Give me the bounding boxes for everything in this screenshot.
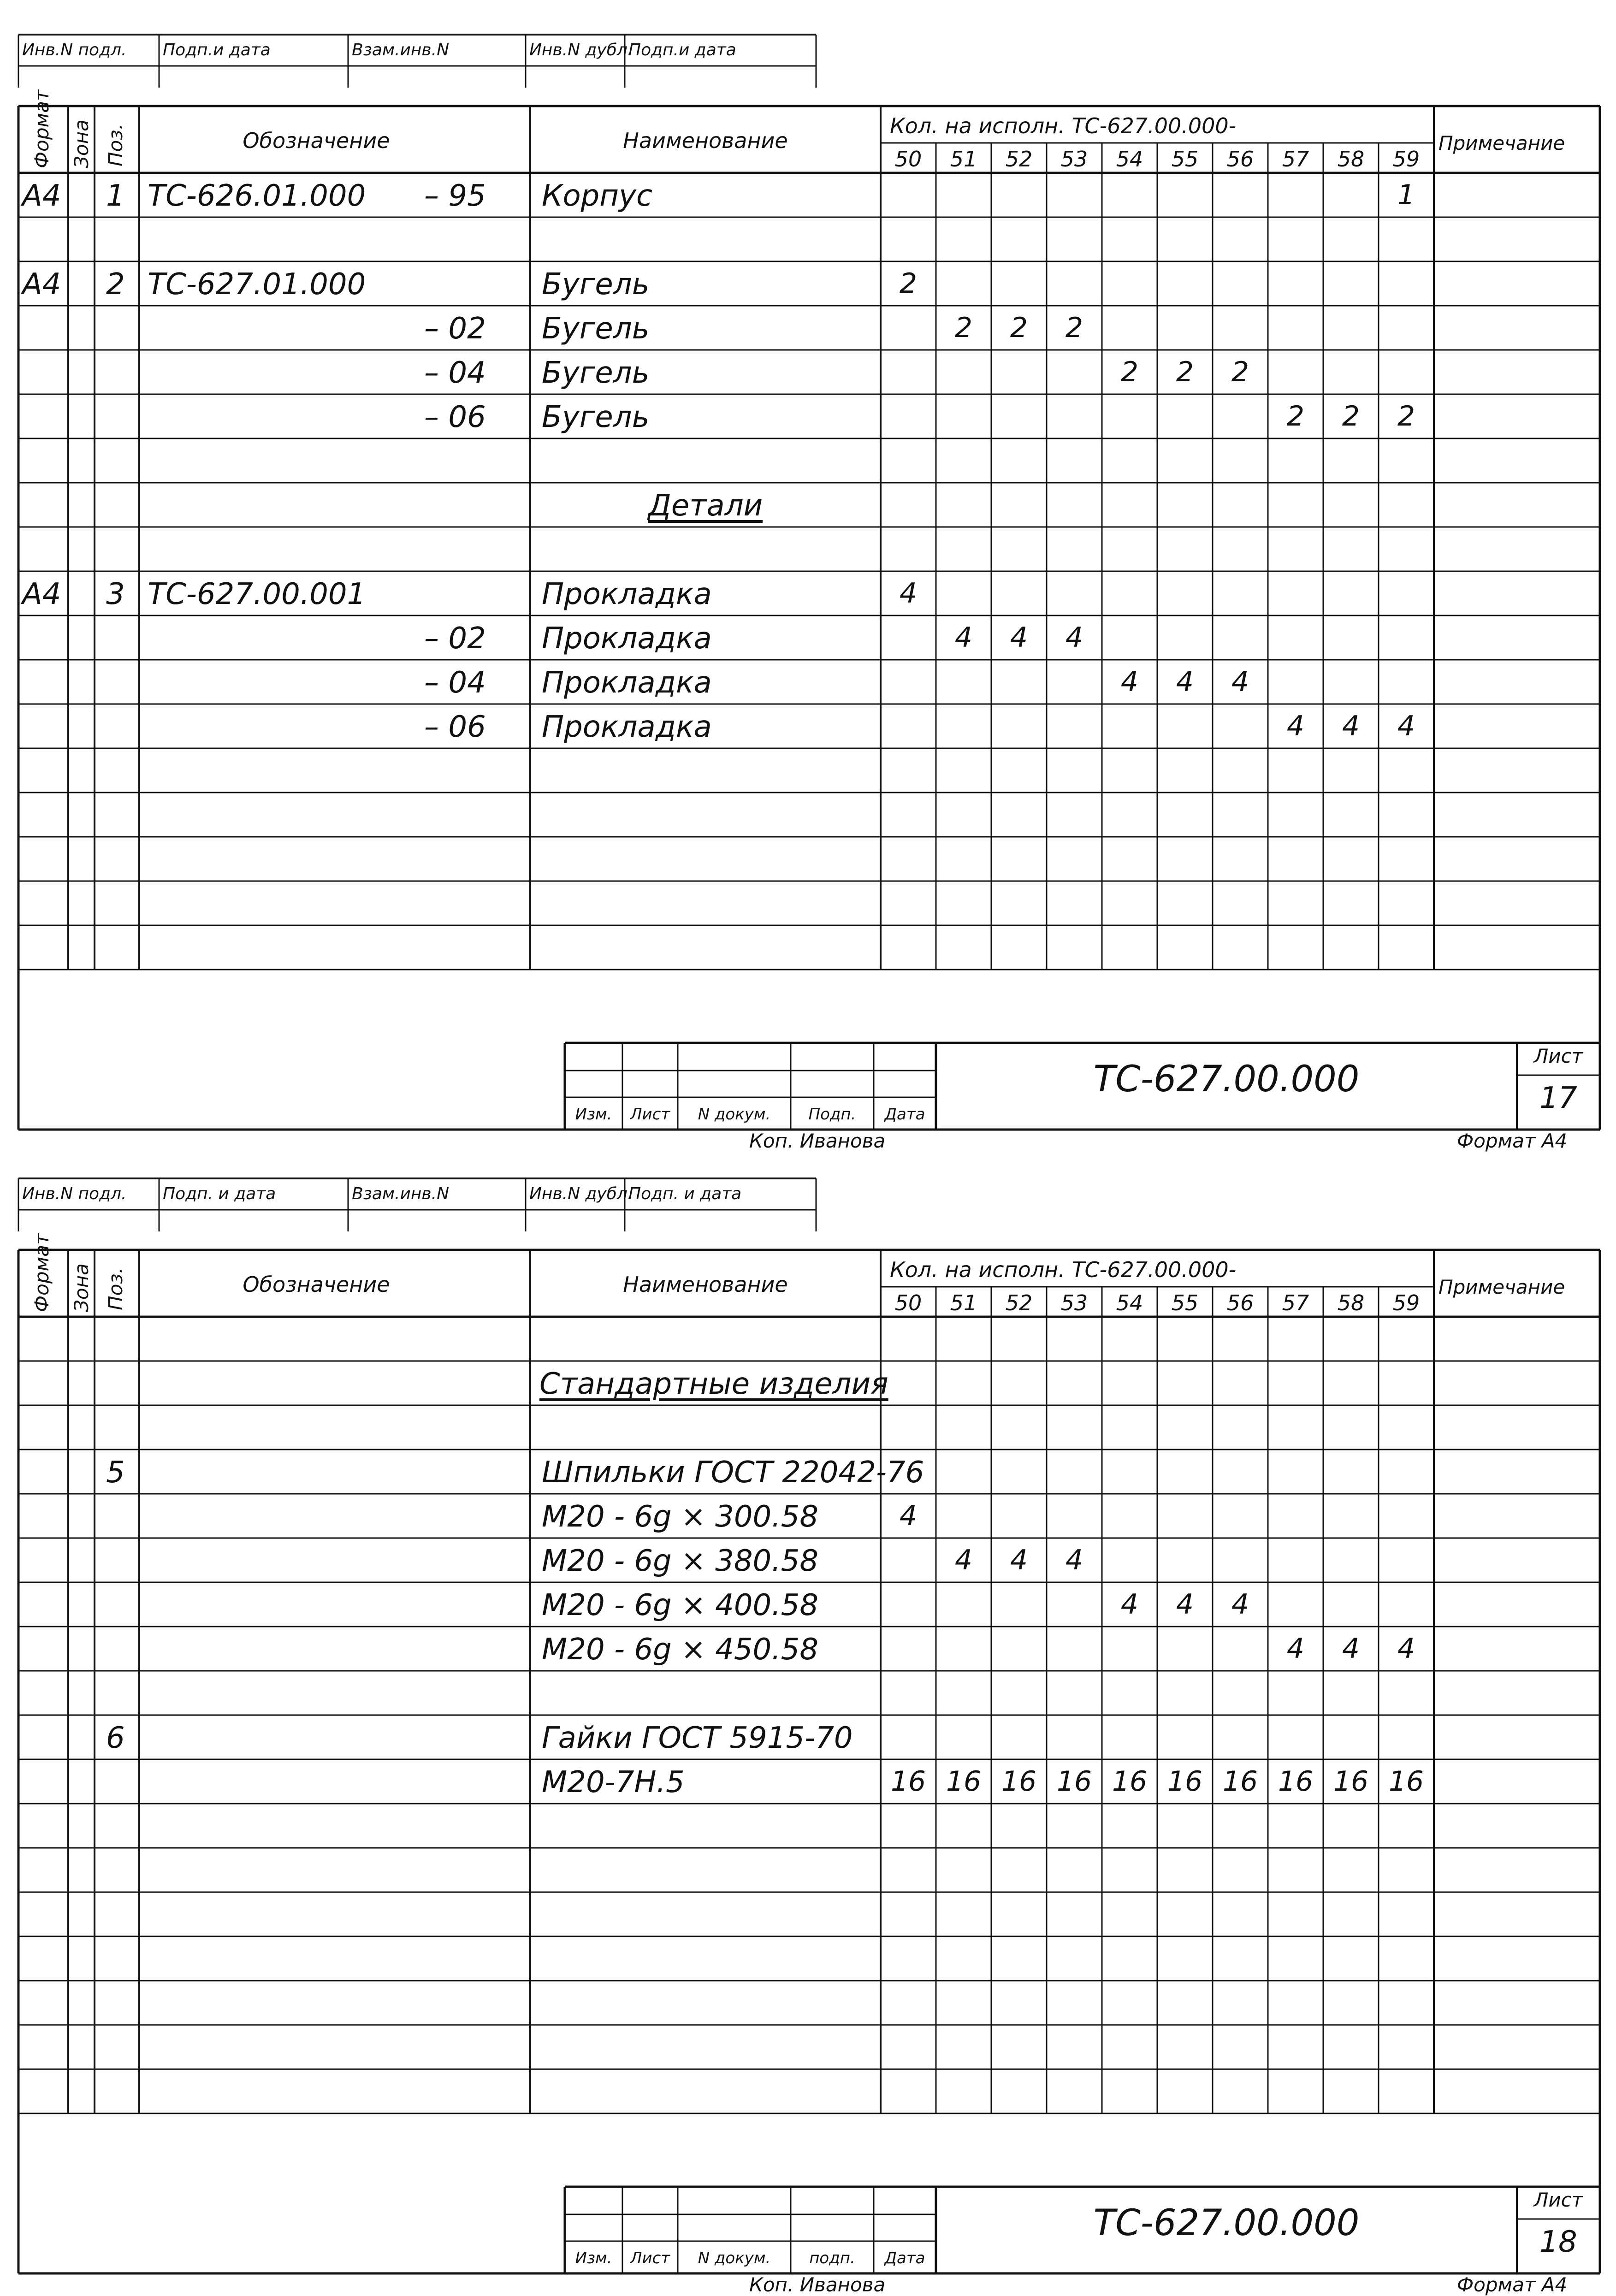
row-section-title: Стандартные изделия [539, 1367, 888, 1401]
header-variant: 52 [1005, 147, 1033, 172]
header-variant: 57 [1282, 1290, 1309, 1315]
header-zone: Зона [70, 1263, 93, 1312]
header-format: Формат [30, 89, 53, 168]
row-qty: 2 [1231, 356, 1249, 388]
row-qty: 16 [1112, 1765, 1148, 1798]
row-qty: 16 [1222, 1765, 1258, 1798]
row-qty: 16 [1333, 1765, 1369, 1798]
sheet-number: 17 [1539, 1081, 1577, 1115]
row-suffix: – 95 [424, 179, 486, 213]
header-pos: Поз. [104, 1267, 127, 1310]
title-block-label: Подп. [808, 1105, 856, 1124]
row-name: М20-7Н.5 [542, 1765, 685, 1799]
stamp-label: Подп.и дата [163, 41, 271, 59]
row-name: Бугель [542, 356, 650, 390]
stamp-label: Взам.инв.N [352, 1184, 450, 1203]
stamp-label: Инв.N подл. [22, 41, 127, 59]
row-suffix: – 04 [424, 666, 486, 700]
row-suffix: – 06 [424, 400, 486, 434]
row-name: Бугель [542, 312, 650, 346]
row-qty: 16 [890, 1765, 926, 1798]
row-qty: 4 [1231, 666, 1249, 698]
row-qty: 4 [1176, 1588, 1194, 1621]
row-qty: 16 [1056, 1765, 1092, 1798]
row-pos: 1 [106, 179, 125, 213]
header-variant: 53 [1060, 147, 1088, 172]
row-name: Корпус [542, 179, 653, 213]
row-qty: 4 [1286, 710, 1305, 742]
header-variant: 54 [1116, 147, 1143, 172]
row-name: Гайки ГОСТ 5915-70 [542, 1721, 853, 1755]
sheet-number: 18 [1539, 2225, 1577, 2259]
row-designation: ТС-627.00.001 [148, 577, 366, 611]
sheet-grid [0, 0, 1616, 1143]
title-block-label: N докум. [698, 2249, 771, 2267]
row-qty: 4 [1065, 621, 1083, 654]
title-block-label: Изм. [575, 1105, 612, 1124]
row-qty: 4 [1010, 1544, 1028, 1576]
row-pos: 6 [106, 1721, 125, 1755]
row-qty: 4 [954, 621, 973, 654]
header-name: Наименование [623, 128, 788, 153]
row-name: Прокладка [542, 621, 712, 656]
format-label: Формат А4 [1457, 2273, 1568, 2296]
stamp-label: Взам.инв.N [352, 41, 450, 59]
stamp-label: Подп.и дата [628, 41, 736, 59]
header-note: Примечание [1438, 132, 1565, 154]
header-variant: 51 [950, 147, 977, 172]
row-name: Шпильки ГОСТ 22042-76 [542, 1456, 924, 1490]
stamp-label: Подп. и дата [163, 1184, 276, 1203]
sheet-label: Лист [1533, 2189, 1583, 2211]
row-qty: 4 [1010, 621, 1028, 654]
header-variant: 58 [1337, 1290, 1365, 1315]
row-qty: 4 [1342, 1633, 1360, 1665]
row-format: А4 [22, 267, 61, 302]
header-designation: Обозначение [243, 1272, 390, 1297]
row-qty: 2 [1342, 400, 1360, 432]
row-qty: 4 [899, 577, 918, 610]
row-qty: 4 [1342, 710, 1360, 742]
header-variant: 50 [894, 147, 922, 172]
title-block-label: Дата [884, 2249, 925, 2267]
header-variant: 50 [894, 1290, 922, 1315]
title-block-label: Лист [630, 2249, 670, 2267]
row-qty: 2 [1065, 312, 1083, 344]
row-name: М20 - 6g × 400.58 [542, 1588, 819, 1622]
format-label: Формат А4 [1457, 1130, 1568, 1152]
row-suffix: – 06 [424, 710, 486, 744]
doc-code: ТС-627.00.000 [1093, 2202, 1360, 2244]
stamp-label: Инв.N подл. [22, 1184, 127, 1203]
row-qty: 4 [954, 1544, 973, 1576]
row-name: М20 - 6g × 300.58 [542, 1500, 819, 1534]
row-designation: ТС-626.01.000 [148, 179, 366, 213]
header-variant: 55 [1171, 1290, 1199, 1315]
header-variant: 56 [1226, 147, 1254, 172]
header-variant: 52 [1005, 1290, 1033, 1315]
sheet-grid [0, 1144, 1616, 2287]
header-variant: 51 [950, 1290, 977, 1315]
row-pos: 5 [106, 1456, 125, 1490]
row-suffix: – 04 [424, 356, 486, 390]
header-variant: 54 [1116, 1290, 1143, 1315]
row-suffix: – 02 [424, 621, 486, 656]
row-qty: 4 [1176, 666, 1194, 698]
row-qty: 16 [1388, 1765, 1424, 1798]
copied-by: Коп. Иванова [749, 2273, 886, 2296]
title-block-label: Дата [884, 1105, 925, 1124]
stamp-label: Инв.N дубл. [529, 1184, 633, 1203]
row-pos: 2 [106, 267, 125, 302]
row-qty: 4 [1120, 666, 1139, 698]
row-qty: 16 [1001, 1765, 1037, 1798]
header-variant: 56 [1226, 1290, 1254, 1315]
row-name: Бугель [542, 267, 650, 302]
row-qty: 4 [1231, 1588, 1249, 1621]
row-qty: 2 [1120, 356, 1139, 388]
header-variant: 55 [1171, 147, 1199, 172]
header-variant: 57 [1282, 147, 1309, 172]
row-qty: 2 [1397, 400, 1415, 432]
stamp-label: Подп. и дата [628, 1184, 742, 1203]
title-block-label: N докум. [698, 1105, 771, 1124]
row-pos: 3 [106, 577, 125, 611]
row-qty: 4 [1120, 1588, 1139, 1621]
row-section-title: Детали [648, 489, 763, 523]
header-pos: Поз. [104, 124, 127, 166]
row-name: М20 - 6g × 380.58 [542, 1544, 819, 1578]
row-qty: 4 [1065, 1544, 1083, 1576]
header-designation: Обозначение [243, 128, 390, 153]
title-block-label: подп. [809, 2249, 855, 2267]
header-name: Наименование [623, 1272, 788, 1297]
header-variant: 53 [1060, 1290, 1088, 1315]
row-suffix: – 02 [424, 312, 486, 346]
row-name: Прокладка [542, 710, 712, 744]
title-block-label: Изм. [575, 2249, 612, 2267]
row-qty: 2 [1176, 356, 1194, 388]
row-qty: 2 [1010, 312, 1028, 344]
row-qty: 4 [899, 1500, 918, 1532]
row-qty: 16 [1167, 1765, 1203, 1798]
header-format: Формат [30, 1233, 53, 1312]
row-qty: 2 [1286, 400, 1305, 432]
row-qty: 2 [899, 267, 918, 300]
sheet-label: Лист [1533, 1045, 1583, 1067]
row-designation: ТС-627.01.000 [148, 267, 366, 302]
row-format: А4 [22, 179, 61, 213]
header-note: Примечание [1438, 1276, 1565, 1298]
row-qty: 2 [954, 312, 973, 344]
row-qty: 16 [946, 1765, 982, 1798]
header-qty-group: Кол. на исполн. ТС-627.00.000- [890, 1257, 1237, 1282]
header-zone: Зона [70, 119, 93, 168]
row-name: Бугель [542, 400, 650, 434]
title-block-label: Лист [630, 1105, 670, 1124]
row-qty: 4 [1286, 1633, 1305, 1665]
copied-by: Коп. Иванова [749, 1130, 886, 1152]
row-qty: 1 [1397, 179, 1415, 211]
row-qty: 4 [1397, 1633, 1415, 1665]
stamp-label: Инв.N дубл. [529, 41, 633, 59]
header-variant: 59 [1392, 147, 1420, 172]
row-name: М20 - 6g × 450.58 [542, 1633, 819, 1667]
row-qty: 16 [1278, 1765, 1314, 1798]
row-name: Прокладка [542, 666, 712, 700]
row-qty: 4 [1397, 710, 1415, 742]
doc-code: ТС-627.00.000 [1093, 1059, 1360, 1100]
spec-sheet-18 [0, 1144, 1616, 2296]
header-variant: 58 [1337, 147, 1365, 172]
row-name: Прокладка [542, 577, 712, 611]
row-format: А4 [22, 577, 61, 611]
header-variant: 59 [1392, 1290, 1420, 1315]
header-qty-group: Кол. на исполн. ТС-627.00.000- [890, 113, 1237, 138]
